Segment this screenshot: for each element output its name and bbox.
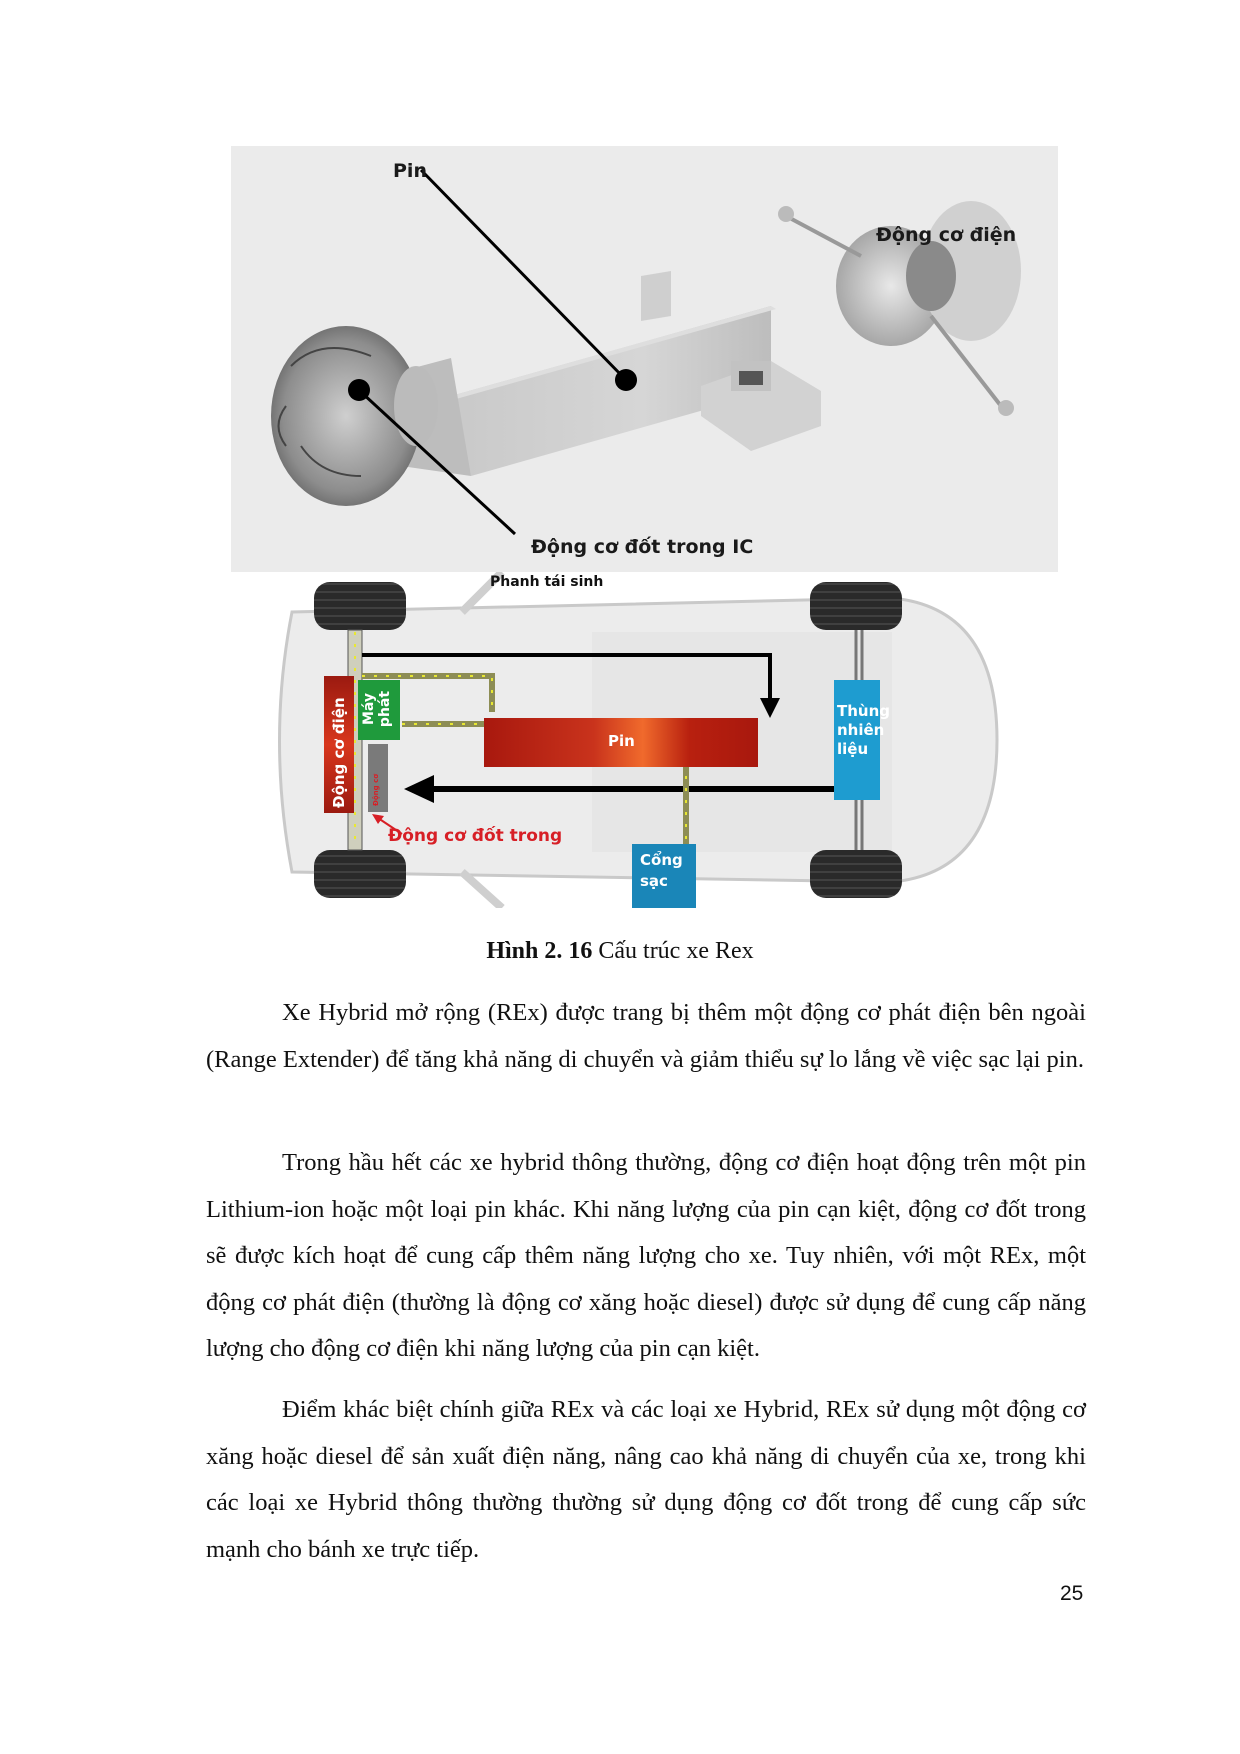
label-electric-motor: Động cơ điện	[876, 224, 1017, 246]
label-ic-small: Động cơ	[372, 773, 380, 806]
label-battery: Pin	[608, 732, 635, 750]
label-ic-engine: Động cơ đốt trong	[388, 826, 563, 846]
page-number: 25	[1060, 1582, 1084, 1605]
label-fuel-tank: Thùng nhiên liệu	[837, 702, 891, 758]
caption-number: Hình 2. 16	[486, 938, 593, 964]
paragraph-1: Xe Hybrid mở rộng (REx) được trang bị thêm một động cơ phát điện bên ngoài (Range Extender) để tăng khả năng di chuyển và giảm thiểu sự lo lắng về việc sạc lại pin.	[206, 999, 1086, 1073]
label-generator: Máy phát	[361, 690, 393, 728]
figure-drivetrain-3d	[231, 146, 1058, 572]
label-electric-motor: Động cơ điện	[330, 697, 348, 808]
paragraph-3: Điểm khác biệt chính giữa REx và các loại xe Hybrid, REx sử dụng một động cơ xăng hoặc diesel để sản xuất điện năng, nâng cao khả năng di chuyển của xe, trong khi các loại xe Hybrid thông thường thường sử dụng động cơ đốt trong để cung cấp sức mạnh cho bánh xe trực tiếp.	[206, 1396, 1086, 1563]
paragraph-2: Trong hầu hết các xe hybrid thông thường, động cơ điện hoạt động trên một pin Lithium-ion hoặc một loại pin khác. Khi năng lượng của pin cạn kiệt, động cơ đốt trong sẽ được kích hoạt để cung cấp thêm năng lượng cho xe. Tuy nhiên, với một REx, một động cơ phát điện (thường là động cơ xăng hoặc diesel) được sử dụng để cung cấp năng lượng cho động cơ điện khi năng lượng của pin cạn kiệt.	[206, 1149, 1086, 1362]
label-battery: Pin	[393, 160, 427, 182]
caption-text: Cấu trúc xe Rex	[592, 938, 754, 964]
label-regen-brake: Phanh tái sinh	[490, 574, 604, 590]
drivetrain-illustration	[231, 146, 1058, 572]
figure-rex-schematic	[262, 572, 1000, 908]
label-charge-port: Cổng sạc	[640, 851, 683, 890]
label-ic-engine: Động cơ đốt trong IC	[531, 536, 754, 558]
figure-caption	[0, 938, 1240, 965]
